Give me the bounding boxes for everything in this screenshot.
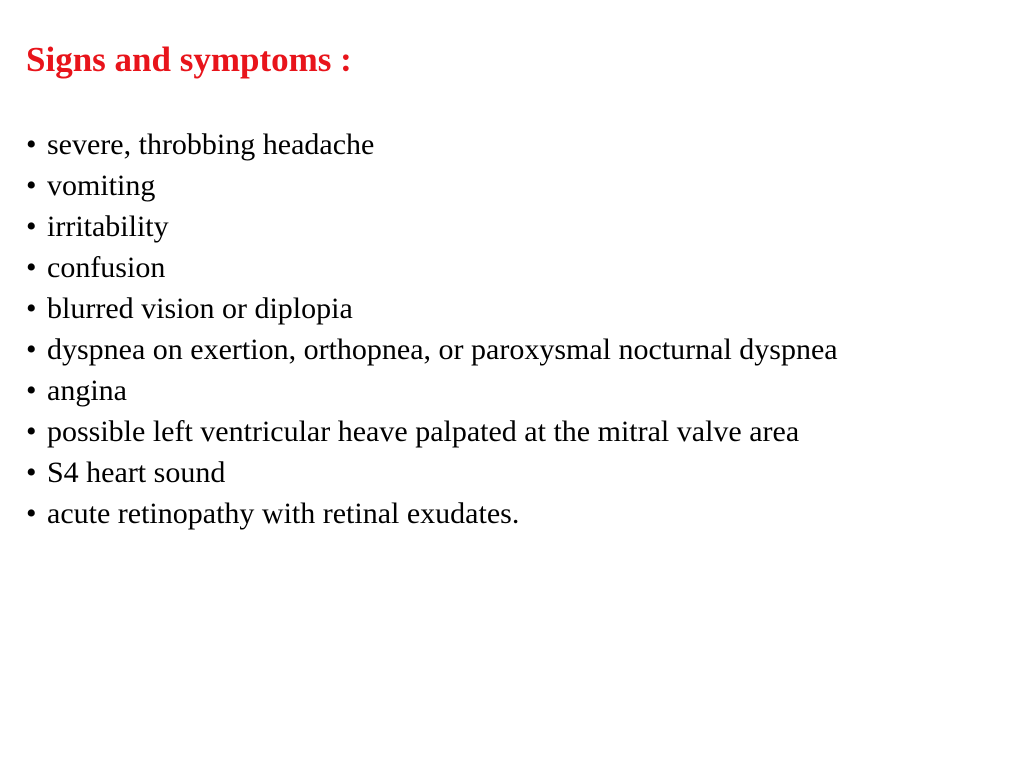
list-item-text: confusion xyxy=(47,251,166,284)
bullet-icon: • xyxy=(26,292,37,325)
list-item xyxy=(26,288,838,329)
list-item xyxy=(26,411,838,452)
bullet-icon: • xyxy=(26,415,37,448)
slide-title: Signs and symptoms : xyxy=(26,40,352,79)
list-item xyxy=(26,165,838,206)
list-item xyxy=(26,493,838,534)
bullet-icon: • xyxy=(26,251,37,284)
bullet-icon: • xyxy=(26,169,37,202)
bullet-icon: • xyxy=(26,210,37,243)
list-item-text: dyspnea on exertion, orthopnea, or paroxysmal nocturnal dyspnea xyxy=(47,333,838,366)
bullet-icon: • xyxy=(26,333,37,366)
bullet-icon: • xyxy=(26,128,37,161)
list-item-text: blurred vision or diplopia xyxy=(47,292,353,325)
list-item xyxy=(26,370,838,411)
list-item-text: acute retinopathy with retinal exudates. xyxy=(47,497,520,530)
list-item-text: possible left ventricular heave palpated at the mitral valve area xyxy=(47,415,800,448)
list-item xyxy=(26,124,838,165)
bullet-icon: • xyxy=(26,497,37,530)
list-item xyxy=(26,206,838,247)
bullet-icon: • xyxy=(26,374,37,407)
list-item-text: vomiting xyxy=(47,169,156,202)
list-item xyxy=(26,452,838,493)
list-item-text: severe, throbbing headache xyxy=(47,128,375,161)
list-item-text: S4 heart sound xyxy=(47,456,226,489)
list-item-text: angina xyxy=(47,374,127,407)
bullet-icon: • xyxy=(26,456,37,489)
list-item xyxy=(26,329,838,370)
symptom-list xyxy=(26,124,838,534)
list-item xyxy=(26,247,838,288)
list-item-text: irritability xyxy=(47,210,169,243)
